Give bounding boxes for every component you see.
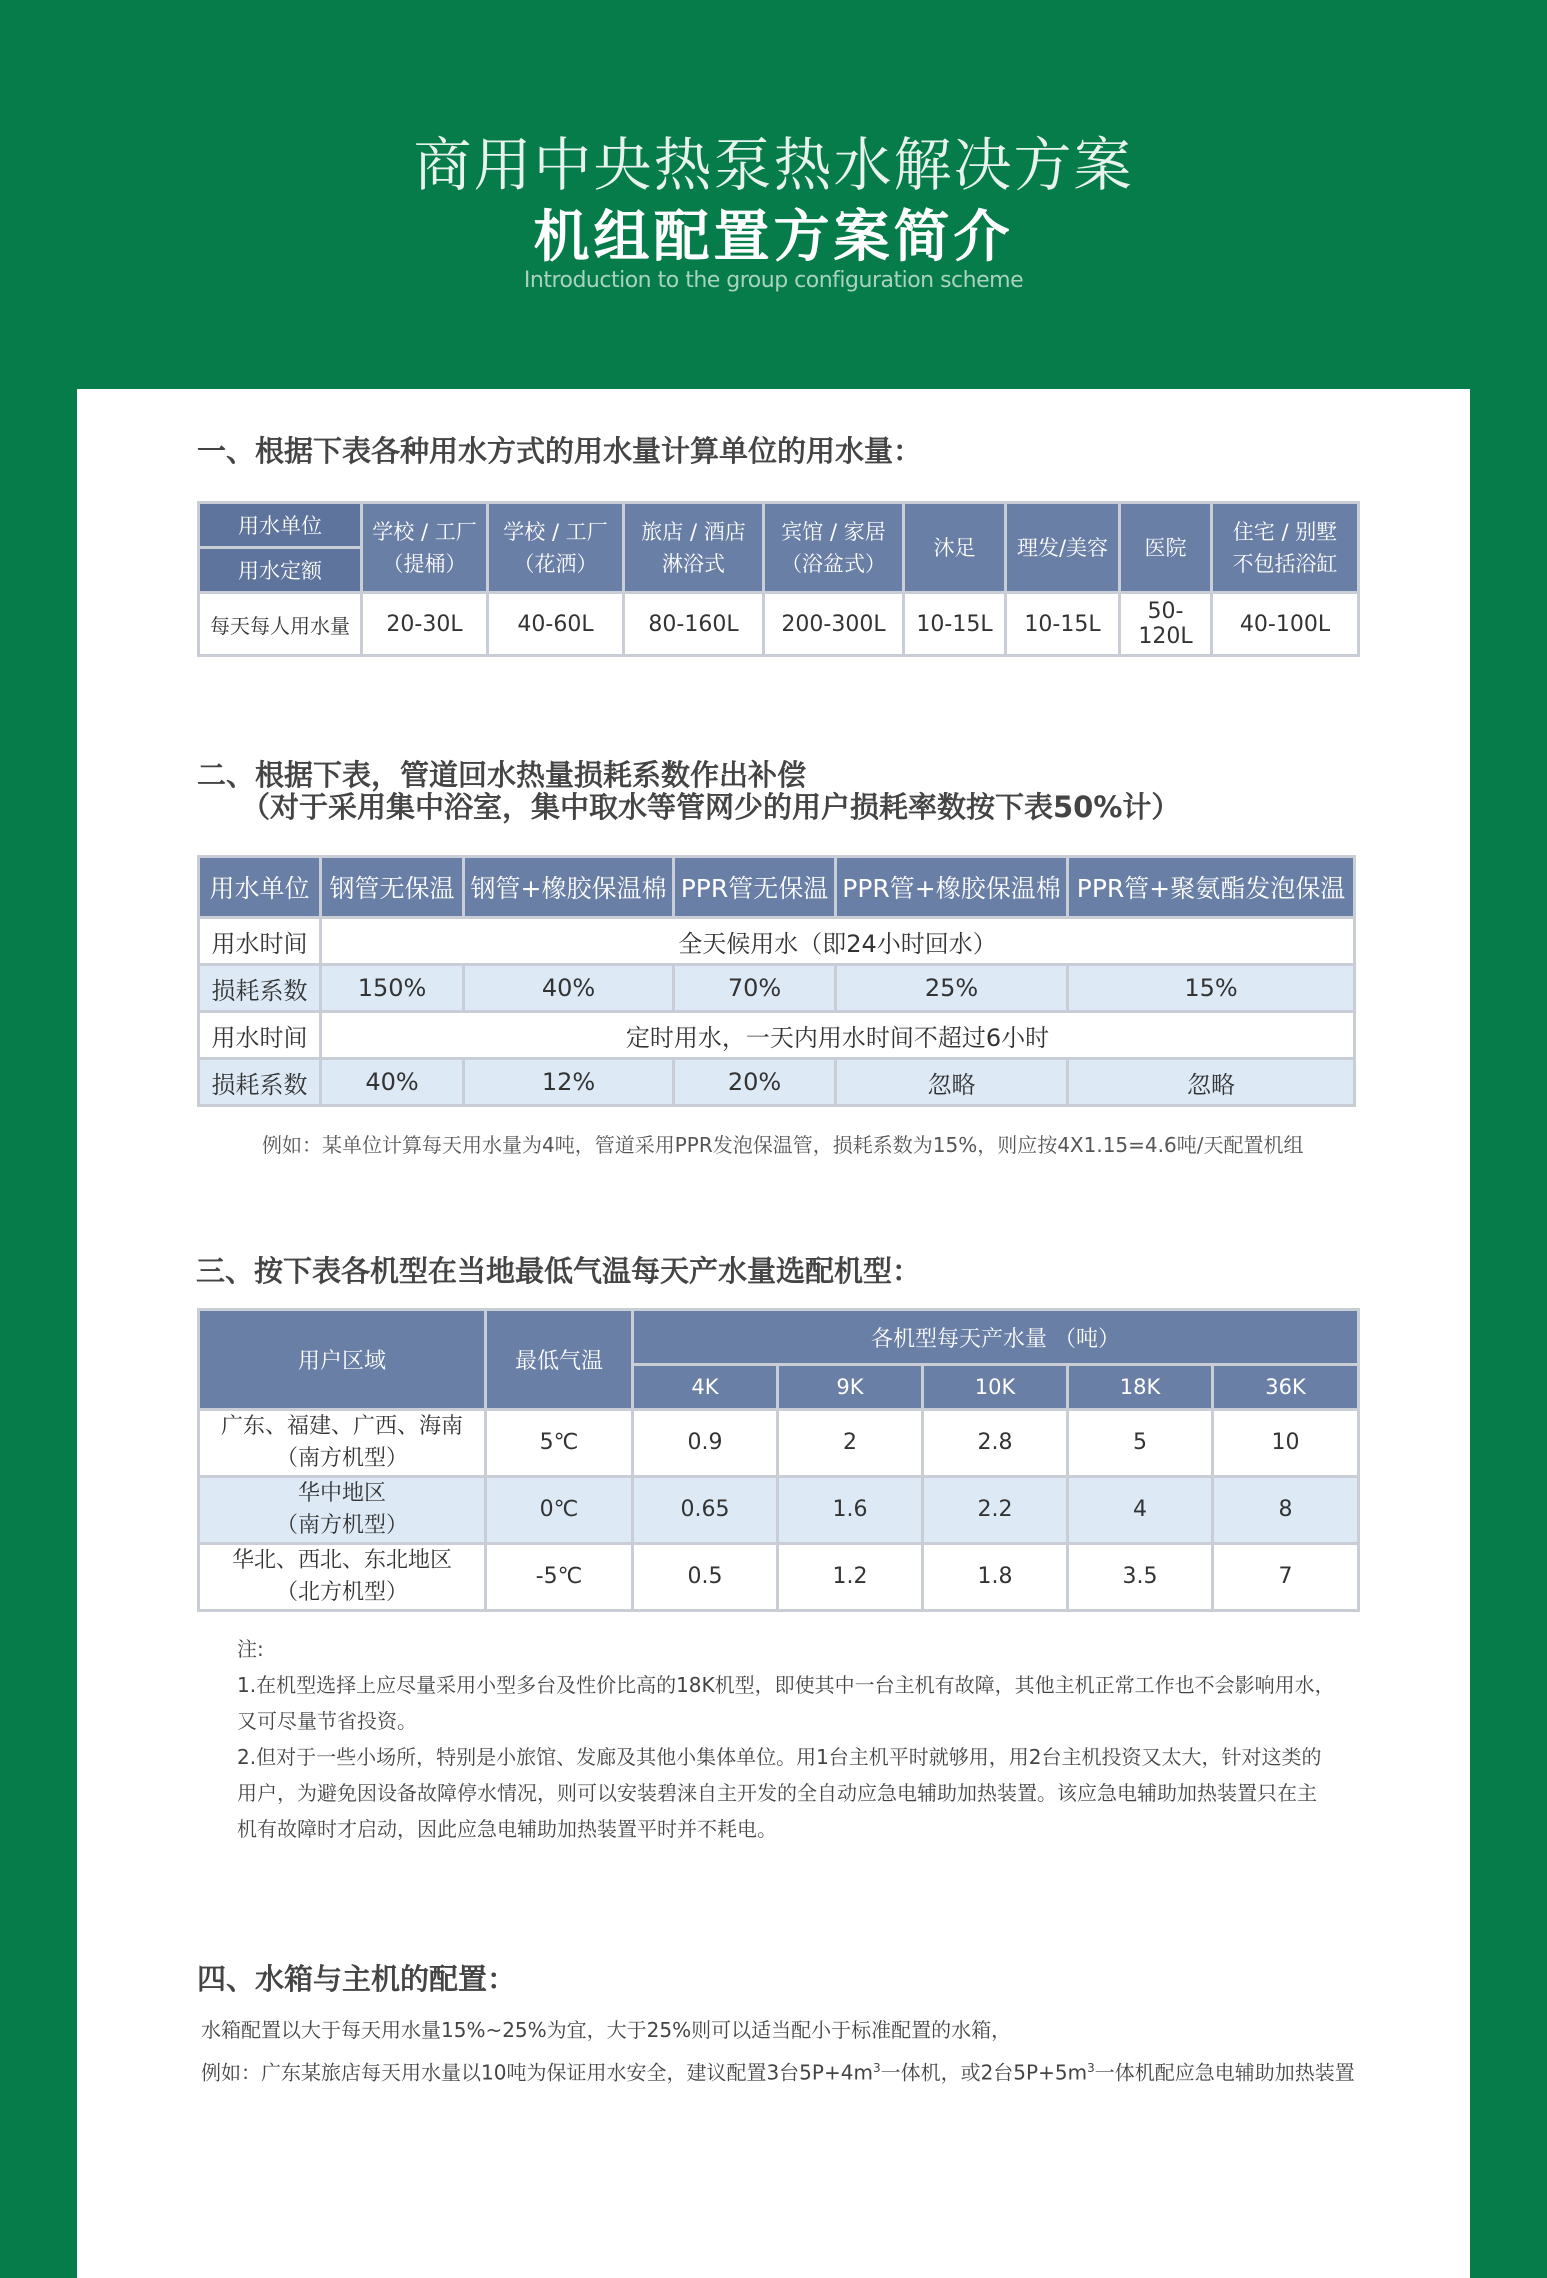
time-cell: 定时用水，一天内用水时间不超过6小时 [321,1012,1355,1059]
unit-output-table [197,1308,1360,1612]
table-cell: 忽略 [1068,1059,1355,1106]
col-residence: 住宅 / 别墅 不包括浴缸 [1212,503,1359,593]
table-cell: 40-100L [1212,593,1359,656]
model-header: 9K [778,1365,923,1410]
section1-title: 一、根据下表各种用水方式的用水量计算单位的用水量： [197,434,923,468]
model-header: 36K [1213,1365,1359,1410]
table-header: PPR管无保温 [674,857,836,918]
section3-title: 三、按下表各机型在当地最低气温每天产水量选配机型： [196,1254,922,1288]
table-cell: 25% [836,965,1068,1012]
table-cell: 80-160L [624,593,764,656]
table-cell: 7 [1213,1544,1359,1611]
col-school-bucket: 学校 / 工厂 （提桶） [362,503,488,593]
temp-cell: 0℃ [486,1477,633,1544]
col-guesthouse-bath: 宾馆 / 家居 （浴盆式） [764,503,904,593]
table-cell: 15% [1068,965,1355,1012]
section3-notes [237,1631,1335,1847]
table-cell: 20-30L [362,593,488,656]
model-header: 4K [633,1365,778,1410]
time-cell: 全天候用水（即24小时回水） [321,918,1355,965]
col-region: 用户区域 [199,1310,486,1410]
content-panel [77,389,1470,2278]
note-2b: 用户，为避免因设备故障停水情况，则可以安装碧涞自主开发的全自动应急电辅助加热装置。该应急电辅助加热装置只在主 [237,1781,1317,1805]
table-cell: 150% [321,965,464,1012]
table-cell: 2 [778,1410,923,1477]
header-title-2: 机组配置方案简介 [533,205,1014,270]
label-quota: 用水定额 [199,548,362,593]
table-header: 钢管无保温 [321,857,464,918]
header-title-1: 商用中央热泵热水解决方案 [413,131,1134,199]
col-hospital: 医院 [1120,503,1212,593]
table-cell: 50-120L [1120,593,1212,656]
row-label: 损耗系数 [199,965,321,1012]
table-header: 用水单位 [199,857,321,918]
note-label: 注: [237,1637,264,1661]
section4-title: 四、水箱与主机的配置： [197,1962,517,1996]
temp-cell: -5℃ [486,1544,633,1611]
section4-line1: 水箱配置以大于每天用水量15%~25%为宜，大于25%则可以适当配小于标准配置的水箱， [201,2018,1012,2042]
heat-loss-table [197,855,1356,1107]
row-label: 损耗系数 [199,1059,321,1106]
table-cell: 0.65 [633,1477,778,1544]
model-header: 10K [923,1365,1068,1410]
table-cell: 忽略 [836,1059,1068,1106]
table-cell: 4 [1068,1477,1213,1544]
label-unit: 用水单位 [199,503,362,548]
section2-example: 例如：某单位计算每天用水量为4吨，管道采用PPR发泡保温管，损耗系数为15%，则应按4X1.15=4.6吨/天配置机组 [262,1133,1304,1157]
table-header: PPR管+聚氨酯发泡保温 [1068,857,1355,918]
section4-line2: 例如：广东某旅店每天用水量以10吨为保证用水安全，建议配置3台$5P+4m^3$一体机，或2台$5P+5m^3$一体机配应急电辅助加热装置 [201,2060,1355,2085]
table-cell: 1.6 [778,1477,923,1544]
table-header: 钢管+橡胶保温棉 [464,857,674,918]
col-output-group: 各机型每天产水量 （吨） [633,1310,1359,1365]
table-cell: 1.8 [923,1544,1068,1611]
note-2c: 机有故障时才启动，因此应急电辅助加热装置平时并不耗电。 [237,1817,777,1841]
header-subtitle: Introduction to the group configuration scheme [523,268,1024,293]
row-label: 用水时间 [199,918,321,965]
section2-title: 二、根据下表，管道回水热量损耗系数作出补偿 （对于采用集中浴室，集中取水等管网少的用户损耗率数按下表50%计） [197,758,1181,824]
col-school-shower: 学校 / 工厂 （花洒） [488,503,624,593]
region-cell: 华中地区 （南方机型） [199,1477,486,1544]
table-cell: 5 [1068,1410,1213,1477]
table-cell: 70% [674,965,836,1012]
note-1a: 1.在机型选择上应尽量采用小型多台及性价比高的18K机型，即使其中一台主机有故障，其他主机正常工作也不会影响用水， [237,1673,1335,1697]
table-cell: 0.5 [633,1544,778,1611]
col-min-temp: 最低气温 [486,1310,633,1410]
col-hotel-shower: 旅店 / 酒店 淋浴式 [624,503,764,593]
table-cell: 10-15L [1006,593,1120,656]
table-cell: 40-60L [488,593,624,656]
table-cell: 2.8 [923,1410,1068,1477]
table-cell: 40% [464,965,674,1012]
region-cell: 华北、西北、东北地区 （北方机型） [199,1544,486,1611]
table-cell: 10-15L [904,593,1006,656]
table-cell: 200-300L [764,593,904,656]
note-1b: 又可尽量节省投资。 [237,1709,417,1733]
table-cell: 20% [674,1059,836,1106]
page-header [0,0,1547,389]
table-cell: 1.2 [778,1544,923,1611]
table-cell: 2.2 [923,1477,1068,1544]
col-foot-bath: 沐足 [904,503,1006,593]
table-cell: 8 [1213,1477,1359,1544]
temp-cell: 5℃ [486,1410,633,1477]
row-label: 用水时间 [199,1012,321,1059]
table-cell: 3.5 [1068,1544,1213,1611]
table-cell: 12% [464,1059,674,1106]
water-usage-table [197,501,1360,657]
table-cell: 10 [1213,1410,1359,1477]
table-header: PPR管+橡胶保温棉 [836,857,1068,918]
table-cell: 0.9 [633,1410,778,1477]
section4-body [201,2011,1355,2092]
col-salon: 理发/美容 [1006,503,1120,593]
table-cell: 40% [321,1059,464,1106]
region-cell: 广东、福建、广西、海南 （南方机型） [199,1410,486,1477]
model-header: 18K [1068,1365,1213,1410]
note-2a: 2.但对于一些小场所，特别是小旅馆、发廊及其他小集体单位。用1台主机平时就够用，用2台主机投资又太大，针对这类的 [237,1745,1322,1769]
label-daily: 每天每人用水量 [199,593,362,656]
